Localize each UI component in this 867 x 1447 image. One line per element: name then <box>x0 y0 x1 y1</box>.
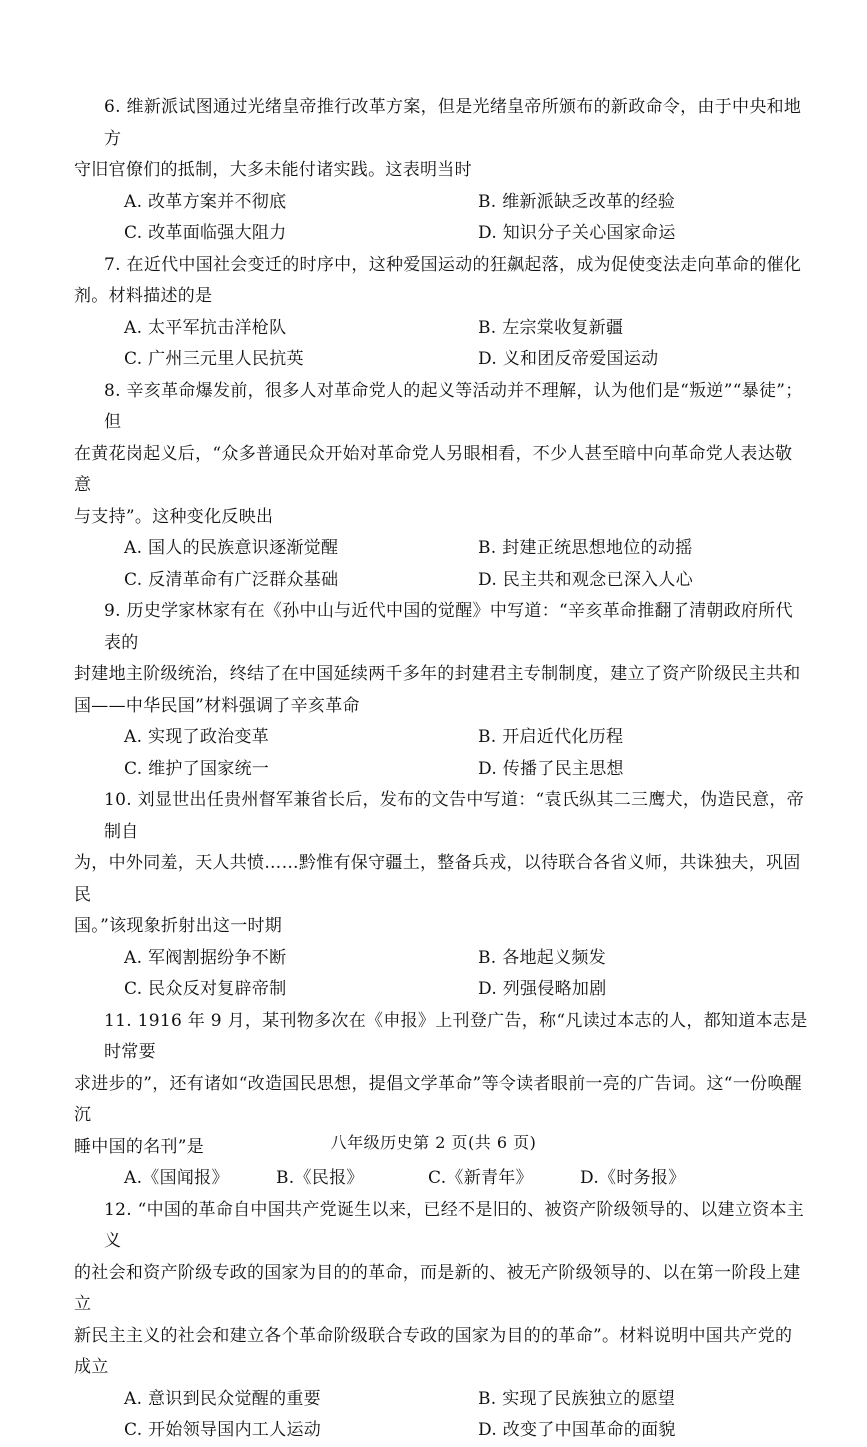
question-stem-line: 国——中华民国”材料强调了辛亥革命 <box>74 695 360 716</box>
option-c: C. 改革面临强大阻力 <box>124 223 287 243</box>
question-stem-line: 6. 维新派试图通过光绪皇帝推行改革方案，但是光绪皇帝所颁布的新政命令，由于中央和地方 <box>104 97 802 149</box>
option-d: D. 民主共和观念已深入人心 <box>478 569 694 590</box>
question-stem-line: 11. 1916 年 9 月，某刊物多次在《申报》上刊登广告，称“凡读过本志的人，都知道本志是时常要 <box>104 1010 808 1062</box>
option-c: C. 反清革命有广泛群众基础 <box>124 569 339 590</box>
options <box>124 533 809 596</box>
option-a: A. 实现了政治变革 <box>124 727 270 747</box>
option-b: B. 开启近代化历程 <box>478 727 624 747</box>
option-b: B.《民报》 <box>276 1168 364 1188</box>
option-b: B. 维新派缺乏改革的经验 <box>478 191 676 212</box>
question-stem-line: 国。”该现象折射出这一时期 <box>74 916 283 936</box>
option-c: C.《新青年》 <box>428 1168 533 1188</box>
question-stem-line: 在黄花岗起义后，“众多普通民众开始对革命党人另眼相看，不少人甚至暗中向革命党人表达敬意 <box>74 443 793 495</box>
option-d: D. 义和团反帝爱国运动 <box>478 349 659 369</box>
option-d: D. 传播了民主思想 <box>478 758 624 779</box>
question-12 <box>74 1195 809 1447</box>
option-a: A. 军阀割据纷争不断 <box>124 947 287 968</box>
question-stem-line: 剂。材料描述的是 <box>74 286 213 306</box>
option-a: A. 改革方案并不彻底 <box>124 191 287 212</box>
option-b: B. 封建正统思想地位的动摇 <box>478 538 693 558</box>
option-b: B. 左宗棠收复新疆 <box>478 317 624 338</box>
option-d: D. 列强侵略加剧 <box>478 979 607 999</box>
question-stem-line: 7. 在近代中国社会变迁的时序中，这种爱国运动的狂飙起落，成为促使变法走向革命的催化 <box>104 254 802 275</box>
options <box>124 187 809 250</box>
options <box>124 313 809 376</box>
option-c: C. 开始领导国内工人运动 <box>124 1420 322 1440</box>
options <box>124 1384 809 1447</box>
question-stem-line: 9. 历史学家林家有在《孙中山与近代中国的觉醒》中写道：“辛亥革命推翻了清朝政府所代表的 <box>104 601 793 653</box>
options <box>124 722 809 785</box>
option-c: C. 广州三元里人民抗英 <box>124 349 304 369</box>
option-a: A. 太平军抗击洋枪队 <box>124 317 287 338</box>
option-c: C. 民众反对复辟帝制 <box>124 979 287 999</box>
option-a: A. 意识到民众觉醒的重要 <box>124 1388 321 1409</box>
option-d: D. 知识分子关心国家命运 <box>478 223 676 243</box>
option-b: B. 各地起义频发 <box>478 947 606 968</box>
option-d: D. 改变了中国革命的面貌 <box>478 1420 676 1440</box>
question-8 <box>74 376 809 597</box>
question-stem-line: 8. 辛亥革命爆发前，很多人对革命党人的起义等活动并不理解，认为他们是“叛逆”“暴徒”；但 <box>104 380 803 432</box>
options <box>124 943 809 1006</box>
option-d: D.《时务报》 <box>580 1168 686 1188</box>
options <box>124 1163 809 1195</box>
question-6 <box>74 92 809 250</box>
question-stem-line: 睡中国的名刊”是 <box>74 1136 205 1157</box>
question-stem-line: 守旧官僚们的抵制，大多未能付诸实践。这表明当时 <box>74 160 472 180</box>
question-stem-line: 求进步的”，还有诸如“改造国民思想，提倡文学革命”等令读者眼前一亮的广告词。这“一份唤醒沉 <box>74 1073 802 1125</box>
question-9 <box>74 596 809 785</box>
question-7 <box>74 250 809 376</box>
question-stem-line: 封建地主阶级统治，终结了在中国延续两千多年的封建君主专制制度，建立了资产阶级民主共和 <box>74 664 801 684</box>
question-stem-line: 与支持”。这种变化反映出 <box>74 506 274 527</box>
question-stem-line: 10. 刘显世出任贵州督军兼省长后，发布的文告中写道：“袁氏纵其二三鹰犬，伪造民意，帝制自 <box>104 790 805 842</box>
question-stem-line: 成立 <box>74 1357 109 1377</box>
question-stem-line: 的社会和资产阶级专政的国家为目的的革命，而是新的、被无产阶级领导的、以在第一阶段上建立 <box>74 1262 801 1314</box>
option-a: A.《国闻报》 <box>124 1168 229 1188</box>
question-stem-line: 为，中外同羞，天人共愤……黔惟有保守疆土，整备兵戎，以待联合各省义师，共诛独夫，巩固民 <box>74 853 801 905</box>
option-c: C. 维护了国家统一 <box>124 758 270 779</box>
option-a: A. 国人的民族意识逐渐觉醒 <box>124 538 339 558</box>
page-footer: 八年级历史第 2 页(共 6 页) <box>330 1133 537 1152</box>
question-11 <box>74 1006 809 1195</box>
question-10 <box>74 785 809 1006</box>
option-b: B. 实现了民族独立的愿望 <box>478 1388 676 1409</box>
question-stem-line: 12. “中国的革命自中国共产党诞生以来，已经不是旧的、被资产阶级领导的、以建立资本主义 <box>104 1199 805 1251</box>
question-stem-line: 新民主主义的社会和建立各个革命阶级联合专政的国家为目的的革命”。材料说明中国共产党的 <box>74 1325 793 1346</box>
